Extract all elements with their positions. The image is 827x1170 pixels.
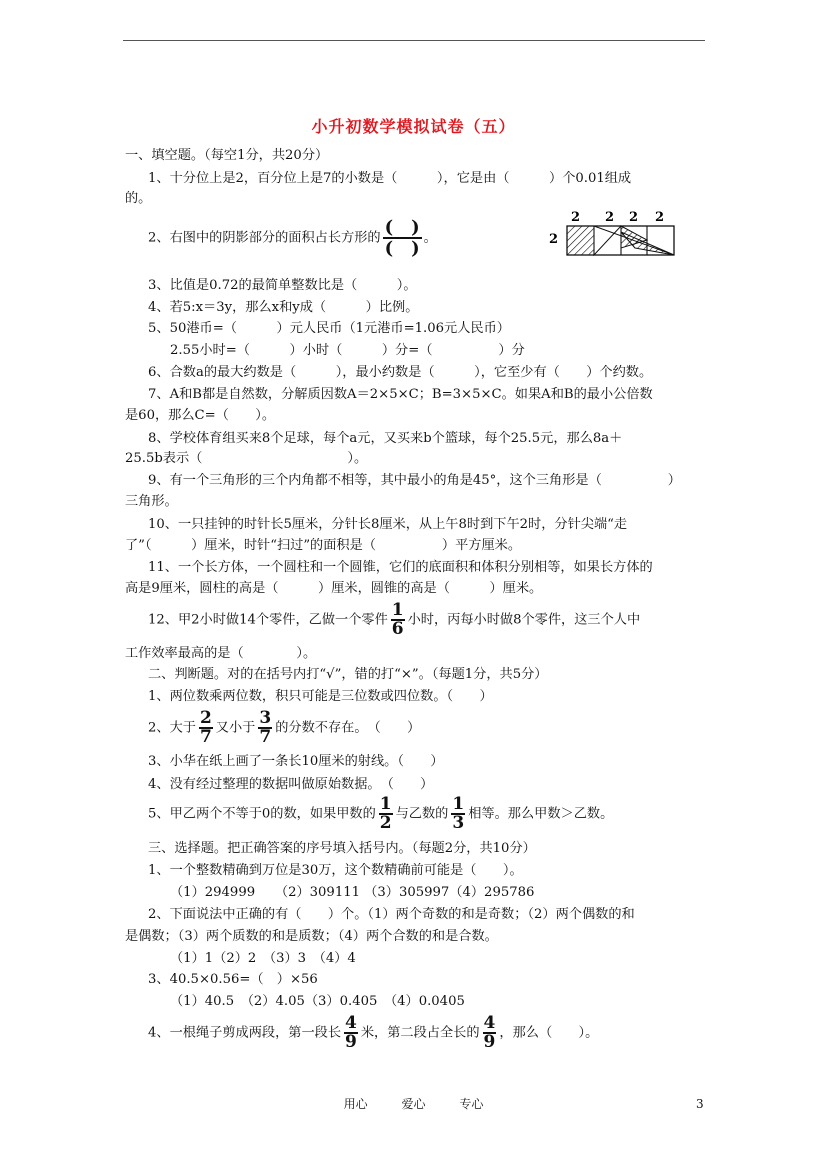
- footer-item: 专心: [459, 1097, 484, 1111]
- question-6: 6、合数a的最大约数是（ ），最小约数是（ ），它至少有（ ）个约数。: [148, 365, 653, 380]
- question-2-text: 2、右图中的阴影部分的面积占长方形的: [148, 230, 381, 246]
- footer-item: 爱心: [401, 1097, 426, 1111]
- fraction-one-half: $\frac{1}{2}$: [379, 794, 392, 833]
- question-12-line1: 12、甲2小时做14个零件，乙做一个零件 $\frac{1}{6}$ 小时，丙每小时做8个零件，这三个人中: [148, 600, 641, 639]
- fraction-four-ninths-1: $\frac{4}{9}$: [345, 1013, 357, 1052]
- question-5-line2: 2.55小时=（ ）小时（ ）分=（ ）分: [170, 343, 525, 358]
- choice-question-4: 4、一根绳子剪成两段，第一段长 $\frac{4}{9}$ 米，第二段占全长的 $\frac{4}{9}$ ，那么（ ）。: [148, 1013, 599, 1052]
- fraction-three-sevenths: $\frac{3}{7}$: [259, 708, 272, 747]
- question-4: 4、若5:x＝3y，那么x和y成（ ）比例。: [148, 300, 419, 315]
- shaded-square: [567, 226, 594, 255]
- question-1-line1: 1、十分位上是2，百分位上是7的小数是（ ），它是由（ ）个0.01组成: [148, 171, 632, 186]
- header-rule: [123, 40, 705, 41]
- blank-fraction: $\frac{( )}{( )}$: [384, 217, 420, 259]
- question-11-line2: 高是9厘米，圆柱的高是（ ）厘米，圆锥的高是（ ）厘米。: [125, 581, 543, 596]
- figure-label-top-4: 2: [655, 210, 665, 225]
- choice-question-3-options: （1）40.5 （2）4.05（3）0.405 （4）0.0405: [170, 994, 465, 1009]
- figure-label-top-1: 2: [571, 210, 581, 225]
- judge-question-3: 3、小华在纸上画了一条长10厘米的射线。（ ）: [148, 754, 444, 769]
- choice-question-2-line2: 是偶数；（3）两个质数的和是质数；（4）两个合数的和是合数。: [125, 929, 498, 944]
- question-11-line1: 11、一个长方体，一个圆柱和一个圆锥，它们的底面积和体积分别相等，如果长方体的: [148, 560, 653, 575]
- fraction-four-ninths-2: $\frac{4}{9}$: [483, 1013, 496, 1052]
- question-7-line1: 7、A和B都是自然数，分解质因数A＝2×5×C；B=3×5×C。如果A和B的最小公倍数: [148, 387, 653, 402]
- question-2: 2、右图中的阴影部分的面积占长方形的 $\frac{( )}{( )}$ 。: [148, 217, 437, 259]
- shaded-rectangle-figure: [545, 206, 680, 258]
- choice-question-1: 1、一个整数精确到万位是30万，这个数精确前可能是（ ）。: [148, 863, 523, 878]
- choice-question-1-options: （1）294999 （2）309111 （3）305997（4）295786: [170, 885, 535, 900]
- judge-question-1: 1、两位数乘两位数，积只可能是三位数或四位数。（ ）: [148, 689, 493, 704]
- question-1-line2: 的。: [125, 191, 152, 206]
- question-5-line1: 5、50港币=（ ）元人民币（1元港币=1.06元人民币）: [148, 321, 510, 336]
- question-3: 3、比值是0.72的最简单整数比是（ ）。: [148, 278, 417, 293]
- question-8-line1: 8、学校体育组买来8个足球，每个a元，又买来b个篮球，每个25.5元，那么8a＋: [148, 431, 623, 446]
- question-7-line2: 是60，那么C=（ ）。: [125, 408, 276, 423]
- question-10-line2: 了”（ ）厘米，时针“扫过”的面积是（ ）平方厘米。: [125, 538, 522, 553]
- question-8-line2: 25.5b表示（ ）。: [125, 451, 368, 466]
- question-9-line1: 9、有一个三角形的三个内角都不相等，其中最小的角是45°，这个三角形是（ ）: [148, 473, 681, 488]
- question-9-line2: 三角形。: [125, 494, 178, 509]
- figure-label-top-3: 2: [629, 210, 639, 225]
- section2-header: 二、判断题。对的在括号内打“√”，错的打“×”。（每题1分，共5分）: [148, 667, 548, 682]
- judge-question-2: 2、大于 $\frac{2}{7}$ 又小于 $\frac{3}{7}$ 的分数不存在。 （ ）: [148, 708, 421, 747]
- judge-question-5: 5、甲乙两个不等于0的数，如果甲数的 $\frac{1}{2}$ 与乙数的 $\frac{1}{3}$ 相等。那么甲数＞乙数。: [148, 794, 614, 833]
- question-10-line1: 10、一只挂钟的时针长5厘米，分针长8厘米，从上午8时到下午2时，分针尖端“走: [148, 517, 628, 532]
- footer-item: 用心: [343, 1097, 368, 1111]
- exam-title: 小升初数学模拟试卷（五）: [311, 117, 516, 136]
- judge-question-4: 4、没有经过整理的数据叫做原始数据。 （ ）: [148, 777, 434, 792]
- figure-label-side: 2: [549, 232, 559, 247]
- page-number: 3: [696, 1097, 704, 1111]
- fraction-one-third: $\frac{1}{3}$: [452, 794, 465, 833]
- fraction-two-sevenths: $\frac{2}{7}$: [199, 708, 212, 747]
- choice-question-3: 3、40.5×0.56=（ ）×56: [148, 972, 318, 987]
- fraction-one-sixth: $\frac{1}{6}$: [391, 600, 404, 639]
- choice-question-2-line1: 2、下面说法中正确的有（ ）个。（1）两个奇数的和是奇数；（2）两个偶数的和: [148, 907, 635, 922]
- section3-header: 三、选择题。把正确答案的序号填入括号内。（每题2分，共10分）: [148, 841, 536, 856]
- question-12-line2: 工作效率最高的是（ ）。: [125, 646, 317, 661]
- figure-label-top-2: 2: [605, 210, 615, 225]
- choice-question-2-options: （1）1（2）2 （3）3 （4）4: [170, 951, 356, 966]
- shaded-triangle-1: [594, 226, 621, 255]
- section1-header: 一、填空题。（每空1分，共20分）: [125, 148, 329, 163]
